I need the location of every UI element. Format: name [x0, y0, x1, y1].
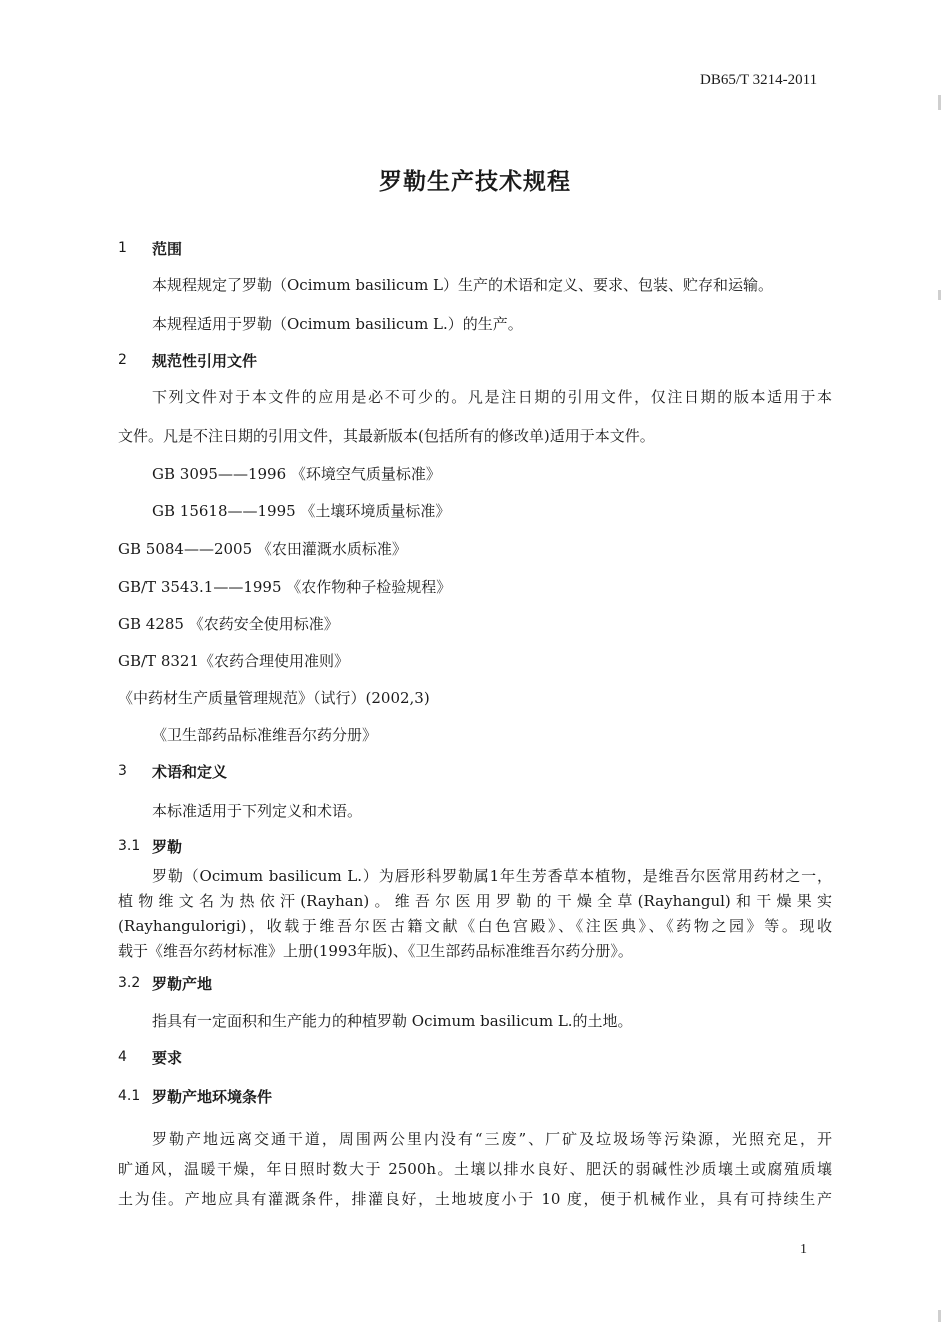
scan-edge-mark: [938, 95, 941, 110]
reference-item: GB 5084——2005 《农田灌溉水质标准》: [118, 540, 407, 558]
section-2-number: 2: [118, 352, 127, 368]
section-2-intro-line-2: 文件。凡是不注日期的引用文件，其最新版本(包括所有的修改单)适用于本文件。: [118, 427, 655, 445]
section-3-1-line-2: 植物维文名为热依汗(Rayhan)。维吾尔医用罗勒的干燥全草(Rayhangul)和干燥果实: [118, 892, 832, 910]
section-1-paragraph-1: 本规程规定了罗勒（Ocimum basilicum L）生产的术语和定义、要求、包装、贮存和运输。: [152, 276, 774, 294]
document-title: 罗勒生产技术规程: [379, 169, 571, 195]
section-2-heading: 规范性引用文件: [152, 352, 258, 370]
reference-item: GB/T 3543.1——1995 《农作物种子检验规程》: [118, 578, 452, 596]
section-3-1-line-3: (Rayhangulorigi)，收载于维吾尔医古籍文献《白色宫殿》、《注医典》、《药物之园》等。现收: [118, 917, 832, 935]
reference-item: 《卫生部药品标准维吾尔药分册》: [152, 726, 378, 744]
section-3-1-heading: 罗勒: [152, 838, 183, 856]
section-4-1-line-2: 旷通风，温暖干燥，年日照时数大于 2500h。土壤以排水良好、肥沃的弱碱性沙质壤土或腐殖质壤: [118, 1160, 832, 1178]
section-4-1-line-1: 罗勒产地远离交通干道，周围两公里内没有“三废”、厂矿及垃圾场等污染源，光照充足，开: [152, 1130, 832, 1148]
section-3-1-line-4: 载于《维吾尔药材标准》上册(1993年版)、《卫生部药品标准维吾尔药分册》。: [118, 942, 633, 960]
section-3-2-text: 指具有一定面积和生产能力的种植罗勒 Ocimum basilicum L.的土地。: [152, 1012, 633, 1030]
section-3-2-number: 3.2: [118, 975, 141, 991]
page-number: 1: [800, 1242, 807, 1257]
section-4-1-heading: 罗勒产地环境条件: [152, 1088, 273, 1106]
section-1-heading: 范围: [152, 240, 183, 258]
reference-item: GB/T 8321《农药合理使用准则》: [118, 652, 350, 670]
section-4-1-line-3: 土为佳。产地应具有灌溉条件，排灌良好，土地坡度小于 10 度，便于机械作业，具有可持续生产: [118, 1190, 832, 1208]
section-4-1-number: 4.1: [118, 1088, 141, 1104]
section-3-intro: 本标准适用于下列定义和术语。: [152, 802, 363, 820]
reference-item: GB 15618——1995 《土壤环境质量标准》: [152, 502, 451, 520]
section-4-heading: 要求: [152, 1049, 183, 1067]
section-1-paragraph-2: 本规程适用于罗勒（Ocimum basilicum L.）的生产。: [152, 315, 523, 333]
scan-edge-mark: [938, 290, 941, 300]
section-3-1-line-1: 罗勒（Ocimum basilicum L.）为唇形科罗勒属1年生芳香草本植物，是维吾尔医常用药材之一，: [152, 867, 832, 885]
section-2-intro-line-1: 下列文件对于本文件的应用是必不可少的。凡是注日期的引用文件，仅注日期的版本适用于本: [152, 388, 832, 406]
scan-edge-mark: [938, 1310, 941, 1322]
document-code: DB65/T 3214-2011: [700, 72, 818, 88]
reference-item: GB 3095——1996 《环境空气质量标准》: [152, 465, 441, 483]
reference-item: GB 4285 《农药安全使用标准》: [118, 615, 339, 633]
section-3-2-heading: 罗勒产地: [152, 975, 213, 993]
section-3-heading: 术语和定义: [152, 763, 228, 781]
reference-item: 《中药材生产质量管理规范》（试行）(2002,3): [118, 689, 430, 707]
section-1-number: 1: [118, 240, 127, 256]
section-4-number: 4: [118, 1049, 127, 1065]
section-3-number: 3: [118, 763, 127, 779]
section-3-1-number: 3.1: [118, 838, 141, 854]
